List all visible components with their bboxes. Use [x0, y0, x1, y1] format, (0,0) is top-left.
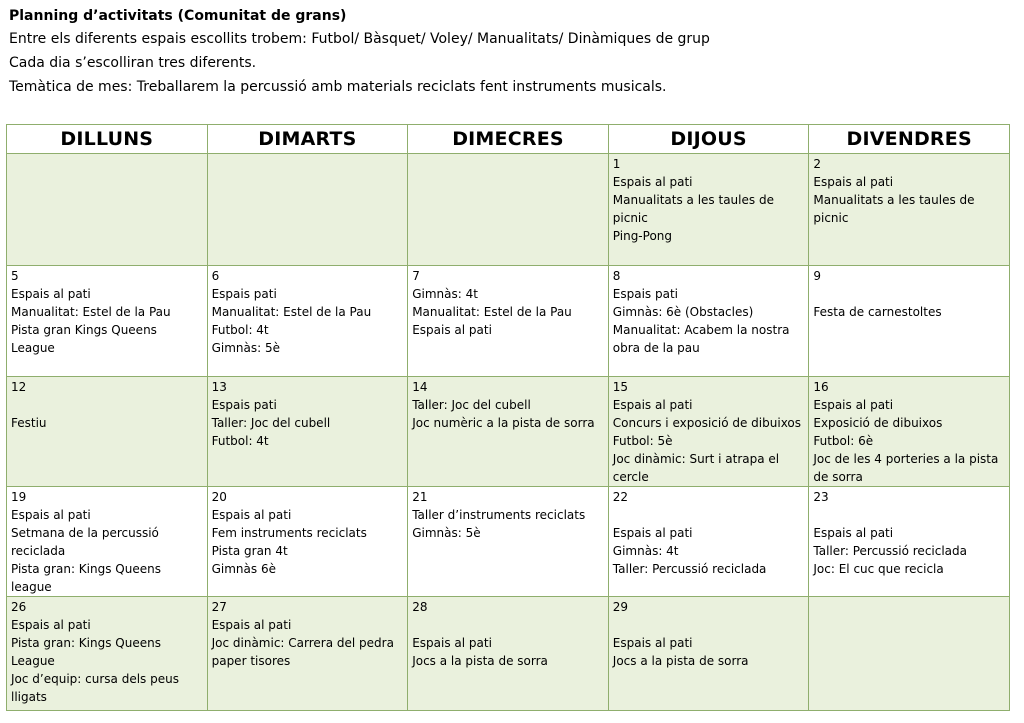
day-number: 7 [412, 269, 420, 283]
day-number: 20 [211, 490, 227, 504]
activity-entry: Manualitat: Estel de la Pau [412, 305, 572, 319]
calendar-day-cell [7, 597, 208, 711]
day-number: 23 [813, 490, 829, 504]
weekday-header: DIJOUS [608, 125, 809, 154]
document-title: Planning d’activitats (Comunitat de grans) [9, 8, 347, 24]
activity-entry [613, 616, 805, 634]
weekday-header: DIMECRES [408, 125, 609, 154]
activity-entry [613, 506, 805, 524]
calendar-week-row [7, 154, 1010, 266]
day-number: 27 [211, 600, 227, 614]
day-number: 8 [612, 269, 621, 283]
intro-line-daily-choice: Cada dia s’escolliran tres diferents. [9, 55, 257, 71]
activity-entry: Exposició de dibuixos [813, 416, 943, 430]
day-number: 16 [813, 380, 829, 394]
activity-entry: Espais al pati [813, 175, 894, 189]
calendar-day-cell [408, 377, 609, 487]
activity-entry: Joc de les 4 porteries a la pista de sorra [813, 452, 999, 484]
activity-entry: Manualitat: Estel de la Pau [11, 305, 171, 319]
activity-calendar-table [6, 124, 1010, 711]
day-number: 9 [813, 269, 822, 283]
weekday-header: DIVENDRES [809, 125, 1010, 154]
day-number: 12 [11, 380, 27, 394]
activity-entry: Gimnàs: 4t [612, 544, 679, 558]
calendar-day-cell [7, 154, 208, 266]
calendar-day-cell [809, 597, 1010, 711]
intro-line-theme: Temàtica de mes: Treballarem la percussió amb materials reciclats fent instruments musicals. [9, 79, 667, 95]
activity-entry: Taller: Joc del cubell [412, 398, 531, 412]
activity-entry: Taller: Joc del cubell [211, 416, 331, 430]
activity-entry: Fem instruments reciclats [211, 526, 367, 540]
weekday-header: DIMARTS [207, 125, 408, 154]
activity-entry [813, 506, 1005, 524]
calendar-day-cell [809, 266, 1010, 377]
activity-entry: Joc d’equip: cursa dels peus lligats [11, 672, 179, 704]
activity-entry: Joc dinàmic: Surt i atrapa el cercle [612, 452, 780, 484]
calendar-day-cell [608, 487, 809, 597]
calendar-week-row [7, 597, 1010, 711]
activity-entry: Futbol: 5è [612, 434, 673, 448]
calendar-day-cell [207, 154, 408, 266]
day-number: 6 [211, 269, 220, 283]
activity-entry [11, 396, 203, 414]
document-header [9, 6, 1014, 101]
activity-entry: Joc numèric a la pista de sorra [412, 416, 595, 430]
activity-entry: Espais al pati [813, 526, 894, 540]
activity-entry: Gimnàs: 5è [412, 526, 481, 540]
calendar-day-cell [207, 487, 408, 597]
activity-entry: Espais al pati [11, 287, 91, 301]
activity-entry: Taller: Percussió reciclada [612, 562, 767, 576]
day-number: 29 [612, 600, 629, 614]
activity-entry: Gimnàs 6è [211, 562, 276, 576]
activity-entry: Futbol: 6è [813, 434, 874, 448]
day-number: 22 [612, 490, 629, 504]
calendar-day-cell [408, 154, 609, 266]
activity-entry: Espais pati [612, 287, 678, 301]
activity-entry: Taller d’instruments reciclats [412, 508, 586, 522]
activity-entry: Festa de carnestoltes [813, 305, 942, 319]
activity-entry: Futbol: 4t [211, 434, 269, 448]
calendar-week-row [7, 487, 1010, 597]
calendar-day-cell [608, 377, 809, 487]
activity-entry: Espais al pati [813, 398, 894, 412]
day-number: 1 [612, 157, 621, 171]
activity-entry: Espais al pati [11, 508, 91, 522]
day-number: 21 [412, 490, 428, 504]
calendar-day-cell [408, 487, 609, 597]
activity-entry: Pista gran 4t [211, 544, 288, 558]
calendar-day-cell [207, 597, 408, 711]
activity-entry: Pista gran: Kings Queens League [11, 636, 161, 668]
activity-entry: Joc: El cuc que recicla [813, 562, 944, 576]
calendar-day-cell [7, 377, 208, 487]
activity-entry: Pista gran: Kings Queens league [11, 562, 161, 594]
calendar-day-cell [7, 266, 208, 377]
calendar-week-row [7, 266, 1010, 377]
activity-entry: Manualitats a les taules de picnic [813, 193, 975, 225]
activity-entry: Manualitat: Acabem la nostra obra de la pau [612, 323, 790, 355]
day-number: 2 [813, 157, 822, 171]
calendar-day-cell [408, 597, 609, 711]
activity-entry: Concurs i exposició de dibuixos [612, 416, 802, 430]
day-number: 13 [211, 380, 227, 394]
weekday-header: DILLUNS [7, 125, 208, 154]
activity-entry: Pista gran Kings Queens League [11, 323, 157, 355]
calendar-day-cell [809, 377, 1010, 487]
day-number: 19 [11, 490, 27, 504]
activity-entry: Gimnàs: 6è (Obstacles) [612, 305, 754, 319]
day-number: 5 [11, 269, 19, 283]
activity-entry: Ping-Pong [612, 229, 673, 243]
weekday-header-row [7, 125, 1010, 154]
activity-entry: Jocs a la pista de sorra [412, 654, 548, 668]
activity-entry: Taller: Percussió reciclada [813, 544, 968, 558]
activity-entry: Espais al pati [211, 508, 292, 522]
day-number: 28 [412, 600, 428, 614]
calendar-body [7, 154, 1010, 711]
activity-entry: Jocs a la pista de sorra [612, 654, 749, 668]
intro-line-activities: Entre els diferents espais escollits trobem: Futbol/ Bàsquet/ Voley/ Manualitats/ Dinàmiques de grup [9, 31, 710, 47]
activity-entry: Espais al pati [412, 323, 492, 337]
calendar-day-cell [207, 377, 408, 487]
activity-entry: Espais al pati [11, 618, 91, 632]
activity-entry: Gimnàs: 5è [211, 341, 281, 355]
activity-entry: Joc dinàmic: Carrera del pedra paper tisores [211, 636, 394, 668]
activity-entry: Manualitat: Estel de la Pau [211, 305, 372, 319]
activity-entry: Manualitats a les taules de picnic [612, 193, 774, 225]
activity-entry: Espais al pati [211, 618, 292, 632]
calendar-week-row [7, 377, 1010, 487]
activity-entry: Espais al pati [612, 526, 693, 540]
day-number: 15 [612, 380, 629, 394]
calendar-day-cell [207, 266, 408, 377]
calendar-day-cell [608, 266, 809, 377]
activity-entry [412, 616, 604, 634]
day-number: 14 [412, 380, 428, 394]
activity-entry: Setmana de la percussió reciclada [11, 526, 159, 558]
activity-entry: Espais al pati [612, 636, 693, 650]
activity-entry: Espais al pati [612, 398, 693, 412]
calendar-day-cell [608, 154, 809, 266]
calendar-day-cell [408, 266, 609, 377]
activity-entry: Espais al pati [412, 636, 492, 650]
activity-entry: Espais pati [211, 398, 277, 412]
activity-entry [813, 285, 1005, 303]
activity-entry: Gimnàs: 4t [412, 287, 478, 301]
calendar-day-cell [608, 597, 809, 711]
activity-entry: Espais pati [211, 287, 277, 301]
calendar-day-cell [7, 487, 208, 597]
calendar-day-cell [809, 154, 1010, 266]
activity-entry: Festiu [11, 416, 47, 430]
activity-entry: Espais al pati [612, 175, 693, 189]
calendar-day-cell [809, 487, 1010, 597]
day-number: 26 [11, 600, 27, 614]
activity-entry: Futbol: 4t [211, 323, 269, 337]
